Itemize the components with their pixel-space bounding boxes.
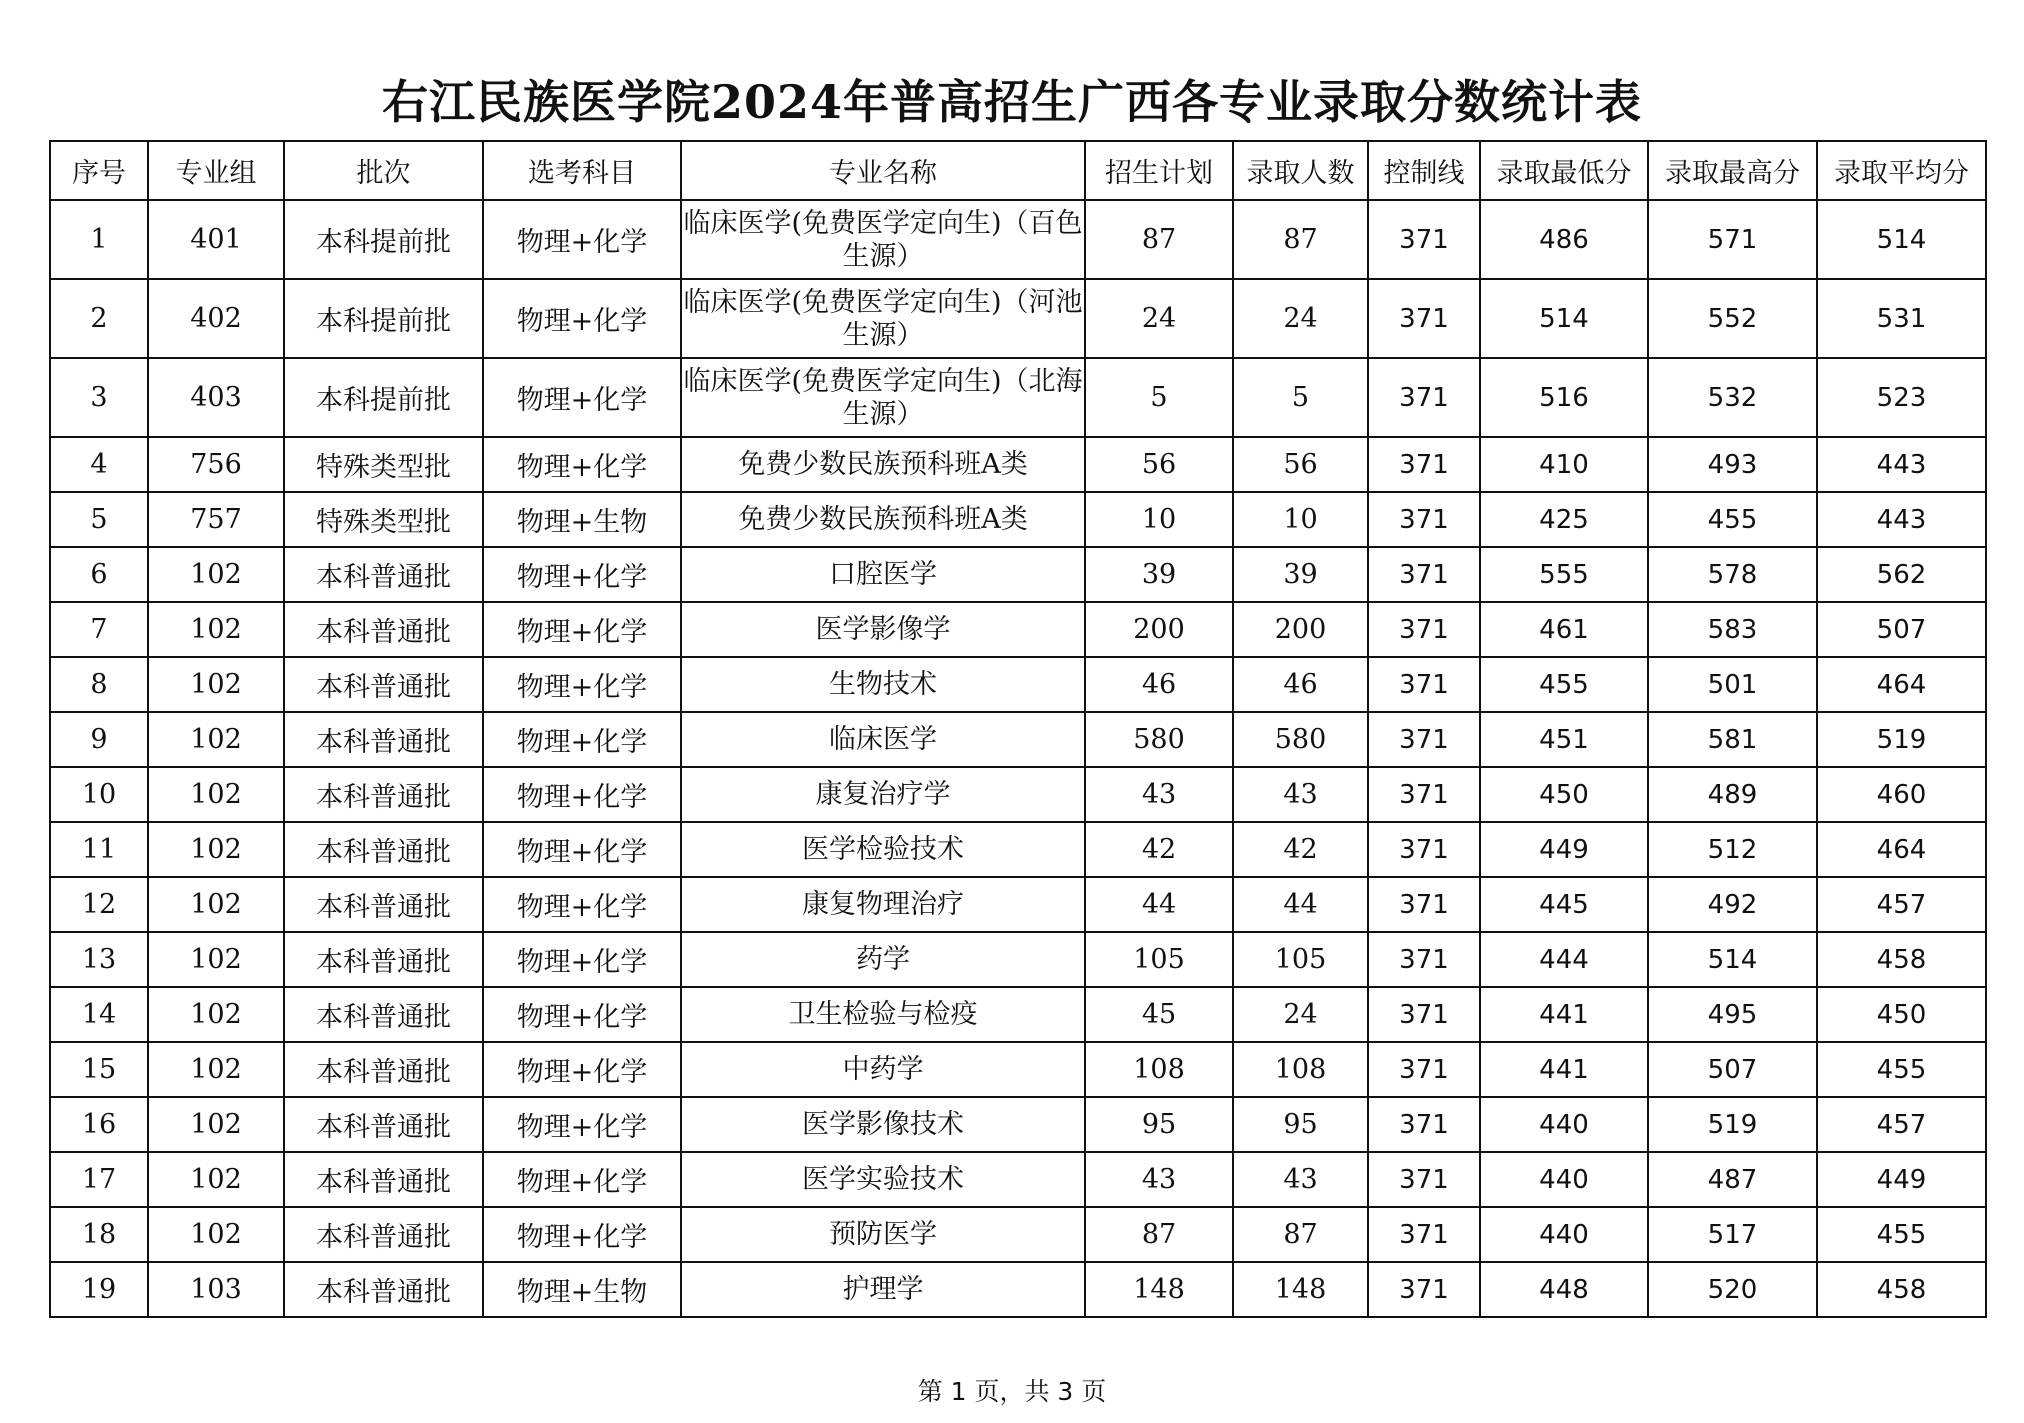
table-cell-batch: 本科普通批	[284, 547, 483, 602]
table-cell-max-score: 520	[1648, 1262, 1817, 1317]
table-row	[50, 602, 1986, 657]
table-cell-group: 102	[148, 767, 284, 822]
table-cell-avg-score: 450	[1817, 987, 1986, 1042]
table-cell-plan: 148	[1085, 1262, 1233, 1317]
page-number: 第 1 页，共 3 页	[917, 1377, 1107, 1406]
table-cell-index: 3	[50, 358, 148, 437]
table-row	[50, 987, 1986, 1042]
table-cell-min-score: 455	[1480, 657, 1648, 712]
table-cell-plan: 108	[1085, 1042, 1233, 1097]
table-cell-max-score: 455	[1648, 492, 1817, 547]
table-cell-min-score: 440	[1480, 1207, 1648, 1262]
column-header: 专业名称	[681, 141, 1085, 200]
table-row	[50, 877, 1986, 932]
table-cell-min-score: 516	[1480, 358, 1648, 437]
table-cell-avg-score: 514	[1817, 200, 1986, 279]
table-cell-avg-score: 519	[1817, 712, 1986, 767]
table-cell-index: 11	[50, 822, 148, 877]
table-cell-major: 医学影像技术	[681, 1097, 1085, 1152]
table-cell-plan: 87	[1085, 200, 1233, 279]
table-row	[50, 437, 1986, 492]
table-cell-admitted: 10	[1233, 492, 1368, 547]
table-cell-avg-score: 460	[1817, 767, 1986, 822]
table-row	[50, 657, 1986, 712]
table-cell-admitted: 56	[1233, 437, 1368, 492]
table-cell-major: 免费少数民族预科班A类	[681, 492, 1085, 547]
table-cell-index: 7	[50, 602, 148, 657]
table-row	[50, 279, 1986, 358]
table-cell-major: 康复物理治疗	[681, 877, 1085, 932]
table-cell-plan: 43	[1085, 1152, 1233, 1207]
table-row	[50, 358, 1986, 437]
table-cell-min-score: 441	[1480, 1042, 1648, 1097]
table-cell-group: 103	[148, 1262, 284, 1317]
table-cell-max-score: 519	[1648, 1097, 1817, 1152]
table-row	[50, 1097, 1986, 1152]
table-cell-control-line: 371	[1368, 657, 1480, 712]
table-cell-batch: 特殊类型批	[284, 492, 483, 547]
table-cell-control-line: 371	[1368, 822, 1480, 877]
table-cell-control-line: 371	[1368, 1097, 1480, 1152]
table-cell-admitted: 43	[1233, 1152, 1368, 1207]
table-cell-control-line: 371	[1368, 712, 1480, 767]
table-row	[50, 712, 1986, 767]
table-cell-batch: 本科普通批	[284, 987, 483, 1042]
table-cell-avg-score: 457	[1817, 877, 1986, 932]
table-cell-subjects: 物理+化学	[483, 822, 681, 877]
table-cell-major: 医学影像学	[681, 602, 1085, 657]
table-cell-avg-score: 464	[1817, 657, 1986, 712]
table-cell-batch: 本科普通批	[284, 822, 483, 877]
table-cell-avg-score: 458	[1817, 1262, 1986, 1317]
table-row	[50, 822, 1986, 877]
table-cell-index: 19	[50, 1262, 148, 1317]
table-cell-batch: 本科普通批	[284, 1042, 483, 1097]
table-cell-plan: 580	[1085, 712, 1233, 767]
table-cell-index: 17	[50, 1152, 148, 1207]
table-cell-subjects: 物理+化学	[483, 1207, 681, 1262]
table-cell-max-score: 583	[1648, 602, 1817, 657]
table-cell-control-line: 371	[1368, 877, 1480, 932]
table-cell-plan: 42	[1085, 822, 1233, 877]
table-cell-control-line: 371	[1368, 437, 1480, 492]
table-cell-plan: 95	[1085, 1097, 1233, 1152]
table-cell-index: 16	[50, 1097, 148, 1152]
table-cell-subjects: 物理+化学	[483, 437, 681, 492]
table-cell-group: 102	[148, 1152, 284, 1207]
table-row	[50, 547, 1986, 602]
table-row	[50, 492, 1986, 547]
table-cell-major: 临床医学(免费医学定向生)（北海生源）	[681, 358, 1085, 437]
table-cell-min-score: 450	[1480, 767, 1648, 822]
admission-score-table	[49, 140, 1987, 1318]
table-cell-plan: 45	[1085, 987, 1233, 1042]
table-cell-batch: 本科普通批	[284, 712, 483, 767]
table-cell-avg-score: 562	[1817, 547, 1986, 602]
table-header-row	[50, 141, 1986, 200]
table-cell-index: 14	[50, 987, 148, 1042]
table-cell-control-line: 371	[1368, 767, 1480, 822]
table-cell-max-score: 578	[1648, 547, 1817, 602]
table-cell-max-score: 581	[1648, 712, 1817, 767]
table-cell-min-score: 444	[1480, 932, 1648, 987]
table-cell-major: 医学实验技术	[681, 1152, 1085, 1207]
table-cell-group: 756	[148, 437, 284, 492]
table-cell-admitted: 200	[1233, 602, 1368, 657]
table-cell-subjects: 物理+化学	[483, 547, 681, 602]
column-header: 序号	[50, 141, 148, 200]
table-cell-min-score: 445	[1480, 877, 1648, 932]
table-cell-control-line: 371	[1368, 200, 1480, 279]
table-cell-control-line: 371	[1368, 602, 1480, 657]
table-cell-batch: 本科普通批	[284, 1097, 483, 1152]
table-cell-group: 102	[148, 987, 284, 1042]
table-cell-plan: 39	[1085, 547, 1233, 602]
column-header: 招生计划	[1085, 141, 1233, 200]
table-row	[50, 1152, 1986, 1207]
table-cell-group: 757	[148, 492, 284, 547]
table-cell-plan: 87	[1085, 1207, 1233, 1262]
table-row	[50, 767, 1986, 822]
column-header: 录取人数	[1233, 141, 1368, 200]
table-cell-min-score: 451	[1480, 712, 1648, 767]
table-cell-subjects: 物理+化学	[483, 279, 681, 358]
table-cell-plan: 44	[1085, 877, 1233, 932]
table-cell-min-score: 440	[1480, 1097, 1648, 1152]
table-cell-avg-score: 443	[1817, 492, 1986, 547]
table-cell-group: 102	[148, 1207, 284, 1262]
table-cell-batch: 本科普通批	[284, 657, 483, 712]
table-cell-group: 102	[148, 602, 284, 657]
table-cell-avg-score: 443	[1817, 437, 1986, 492]
column-header: 录取平均分	[1817, 141, 1986, 200]
table-cell-control-line: 371	[1368, 547, 1480, 602]
table-cell-group: 102	[148, 1097, 284, 1152]
table-cell-index: 9	[50, 712, 148, 767]
table-cell-admitted: 43	[1233, 767, 1368, 822]
table-cell-index: 10	[50, 767, 148, 822]
table-cell-max-score: 507	[1648, 1042, 1817, 1097]
table-cell-min-score: 486	[1480, 200, 1648, 279]
table-cell-subjects: 物理+生物	[483, 1262, 681, 1317]
table-cell-admitted: 46	[1233, 657, 1368, 712]
table-cell-group: 401	[148, 200, 284, 279]
table-cell-subjects: 物理+化学	[483, 767, 681, 822]
table-cell-max-score: 489	[1648, 767, 1817, 822]
table-cell-group: 102	[148, 877, 284, 932]
table-cell-major: 药学	[681, 932, 1085, 987]
table-cell-index: 12	[50, 877, 148, 932]
table-cell-min-score: 461	[1480, 602, 1648, 657]
page-title: 右江民族医学院2024年普高招生广西各专业录取分数统计表	[381, 75, 1643, 129]
table-cell-plan: 56	[1085, 437, 1233, 492]
table-cell-index: 2	[50, 279, 148, 358]
table-cell-min-score: 441	[1480, 987, 1648, 1042]
table-cell-subjects: 物理+生物	[483, 492, 681, 547]
table-cell-major: 预防医学	[681, 1207, 1085, 1262]
column-header: 专业组	[148, 141, 284, 200]
table-cell-major: 临床医学	[681, 712, 1085, 767]
table-cell-admitted: 44	[1233, 877, 1368, 932]
table-cell-major: 医学检验技术	[681, 822, 1085, 877]
table-cell-control-line: 371	[1368, 1207, 1480, 1262]
table-cell-subjects: 物理+化学	[483, 987, 681, 1042]
table-cell-batch: 本科提前批	[284, 279, 483, 358]
table-cell-major: 免费少数民族预科班A类	[681, 437, 1085, 492]
table-cell-admitted: 39	[1233, 547, 1368, 602]
table-cell-batch: 特殊类型批	[284, 437, 483, 492]
table-cell-major: 康复治疗学	[681, 767, 1085, 822]
column-header: 录取最低分	[1480, 141, 1648, 200]
table-cell-group: 102	[148, 932, 284, 987]
table-cell-major: 护理学	[681, 1262, 1085, 1317]
table-cell-batch: 本科提前批	[284, 358, 483, 437]
table-row	[50, 1042, 1986, 1097]
table-cell-admitted: 105	[1233, 932, 1368, 987]
table-cell-min-score: 449	[1480, 822, 1648, 877]
table-cell-major: 中药学	[681, 1042, 1085, 1097]
table-cell-avg-score: 464	[1817, 822, 1986, 877]
table-cell-control-line: 371	[1368, 492, 1480, 547]
table-cell-subjects: 物理+化学	[483, 712, 681, 767]
table-row	[50, 200, 1986, 279]
table-cell-avg-score: 523	[1817, 358, 1986, 437]
table-cell-min-score: 514	[1480, 279, 1648, 358]
table-cell-max-score: 487	[1648, 1152, 1817, 1207]
table-cell-admitted: 148	[1233, 1262, 1368, 1317]
table-cell-control-line: 371	[1368, 1042, 1480, 1097]
table-cell-subjects: 物理+化学	[483, 1152, 681, 1207]
table-cell-avg-score: 531	[1817, 279, 1986, 358]
table-cell-batch: 本科普通批	[284, 932, 483, 987]
table-cell-control-line: 371	[1368, 1262, 1480, 1317]
table-cell-max-score: 495	[1648, 987, 1817, 1042]
table-cell-group: 403	[148, 358, 284, 437]
table-cell-group: 102	[148, 712, 284, 767]
table-cell-min-score: 440	[1480, 1152, 1648, 1207]
table-cell-major: 生物技术	[681, 657, 1085, 712]
table-cell-index: 13	[50, 932, 148, 987]
table-cell-max-score: 512	[1648, 822, 1817, 877]
table-cell-plan: 105	[1085, 932, 1233, 987]
table-cell-admitted: 24	[1233, 279, 1368, 358]
table-cell-admitted: 95	[1233, 1097, 1368, 1152]
table-cell-admitted: 87	[1233, 1207, 1368, 1262]
table-row	[50, 932, 1986, 987]
table-cell-max-score: 492	[1648, 877, 1817, 932]
table-row	[50, 1207, 1986, 1262]
table-cell-index: 15	[50, 1042, 148, 1097]
table-cell-min-score: 448	[1480, 1262, 1648, 1317]
table-cell-max-score: 517	[1648, 1207, 1817, 1262]
table-cell-control-line: 371	[1368, 358, 1480, 437]
column-header: 控制线	[1368, 141, 1480, 200]
table-cell-avg-score: 458	[1817, 932, 1986, 987]
table-cell-subjects: 物理+化学	[483, 200, 681, 279]
table-cell-avg-score: 507	[1817, 602, 1986, 657]
table-cell-group: 402	[148, 279, 284, 358]
table-cell-avg-score: 455	[1817, 1207, 1986, 1262]
table-cell-group: 102	[148, 547, 284, 602]
table-cell-admitted: 42	[1233, 822, 1368, 877]
table-cell-plan: 43	[1085, 767, 1233, 822]
table-cell-batch: 本科普通批	[284, 877, 483, 932]
table-cell-admitted: 87	[1233, 200, 1368, 279]
table-cell-index: 6	[50, 547, 148, 602]
table-cell-plan: 200	[1085, 602, 1233, 657]
table-cell-min-score: 410	[1480, 437, 1648, 492]
table-cell-plan: 46	[1085, 657, 1233, 712]
table-cell-subjects: 物理+化学	[483, 932, 681, 987]
table-cell-index: 8	[50, 657, 148, 712]
column-header: 批次	[284, 141, 483, 200]
table-cell-admitted: 5	[1233, 358, 1368, 437]
table-cell-max-score: 532	[1648, 358, 1817, 437]
table-cell-control-line: 371	[1368, 1152, 1480, 1207]
table-cell-batch: 本科普通批	[284, 602, 483, 657]
table-cell-major: 口腔医学	[681, 547, 1085, 602]
table-cell-batch: 本科提前批	[284, 200, 483, 279]
table-cell-subjects: 物理+化学	[483, 1042, 681, 1097]
table-cell-admitted: 24	[1233, 987, 1368, 1042]
table-cell-group: 102	[148, 1042, 284, 1097]
table-cell-index: 5	[50, 492, 148, 547]
table-cell-admitted: 580	[1233, 712, 1368, 767]
table-cell-max-score: 493	[1648, 437, 1817, 492]
table-cell-avg-score: 449	[1817, 1152, 1986, 1207]
table-cell-major: 卫生检验与检疫	[681, 987, 1085, 1042]
table-cell-major: 临床医学(免费医学定向生)（百色生源）	[681, 200, 1085, 279]
table-cell-max-score: 552	[1648, 279, 1817, 358]
column-header: 选考科目	[483, 141, 681, 200]
table-cell-max-score: 571	[1648, 200, 1817, 279]
table-cell-max-score: 514	[1648, 932, 1817, 987]
table-cell-index: 4	[50, 437, 148, 492]
table-cell-admitted: 108	[1233, 1042, 1368, 1097]
table-cell-subjects: 物理+化学	[483, 657, 681, 712]
table-cell-plan: 5	[1085, 358, 1233, 437]
table-cell-group: 102	[148, 657, 284, 712]
table-cell-min-score: 555	[1480, 547, 1648, 602]
table-row	[50, 1262, 1986, 1317]
table-cell-min-score: 425	[1480, 492, 1648, 547]
table-cell-avg-score: 457	[1817, 1097, 1986, 1152]
table-cell-batch: 本科普通批	[284, 767, 483, 822]
table-cell-batch: 本科普通批	[284, 1262, 483, 1317]
table-cell-control-line: 371	[1368, 279, 1480, 358]
table-cell-index: 18	[50, 1207, 148, 1262]
table-cell-subjects: 物理+化学	[483, 358, 681, 437]
table-cell-batch: 本科普通批	[284, 1207, 483, 1262]
table-cell-max-score: 501	[1648, 657, 1817, 712]
column-header: 录取最高分	[1648, 141, 1817, 200]
table-cell-major: 临床医学(免费医学定向生)（河池生源）	[681, 279, 1085, 358]
table-cell-subjects: 物理+化学	[483, 1097, 681, 1152]
table-cell-subjects: 物理+化学	[483, 877, 681, 932]
table-cell-index: 1	[50, 200, 148, 279]
table-cell-subjects: 物理+化学	[483, 602, 681, 657]
table-cell-plan: 24	[1085, 279, 1233, 358]
table-cell-batch: 本科普通批	[284, 1152, 483, 1207]
table-cell-group: 102	[148, 822, 284, 877]
table-cell-control-line: 371	[1368, 987, 1480, 1042]
table-cell-control-line: 371	[1368, 932, 1480, 987]
table-cell-plan: 10	[1085, 492, 1233, 547]
table-cell-avg-score: 455	[1817, 1042, 1986, 1097]
